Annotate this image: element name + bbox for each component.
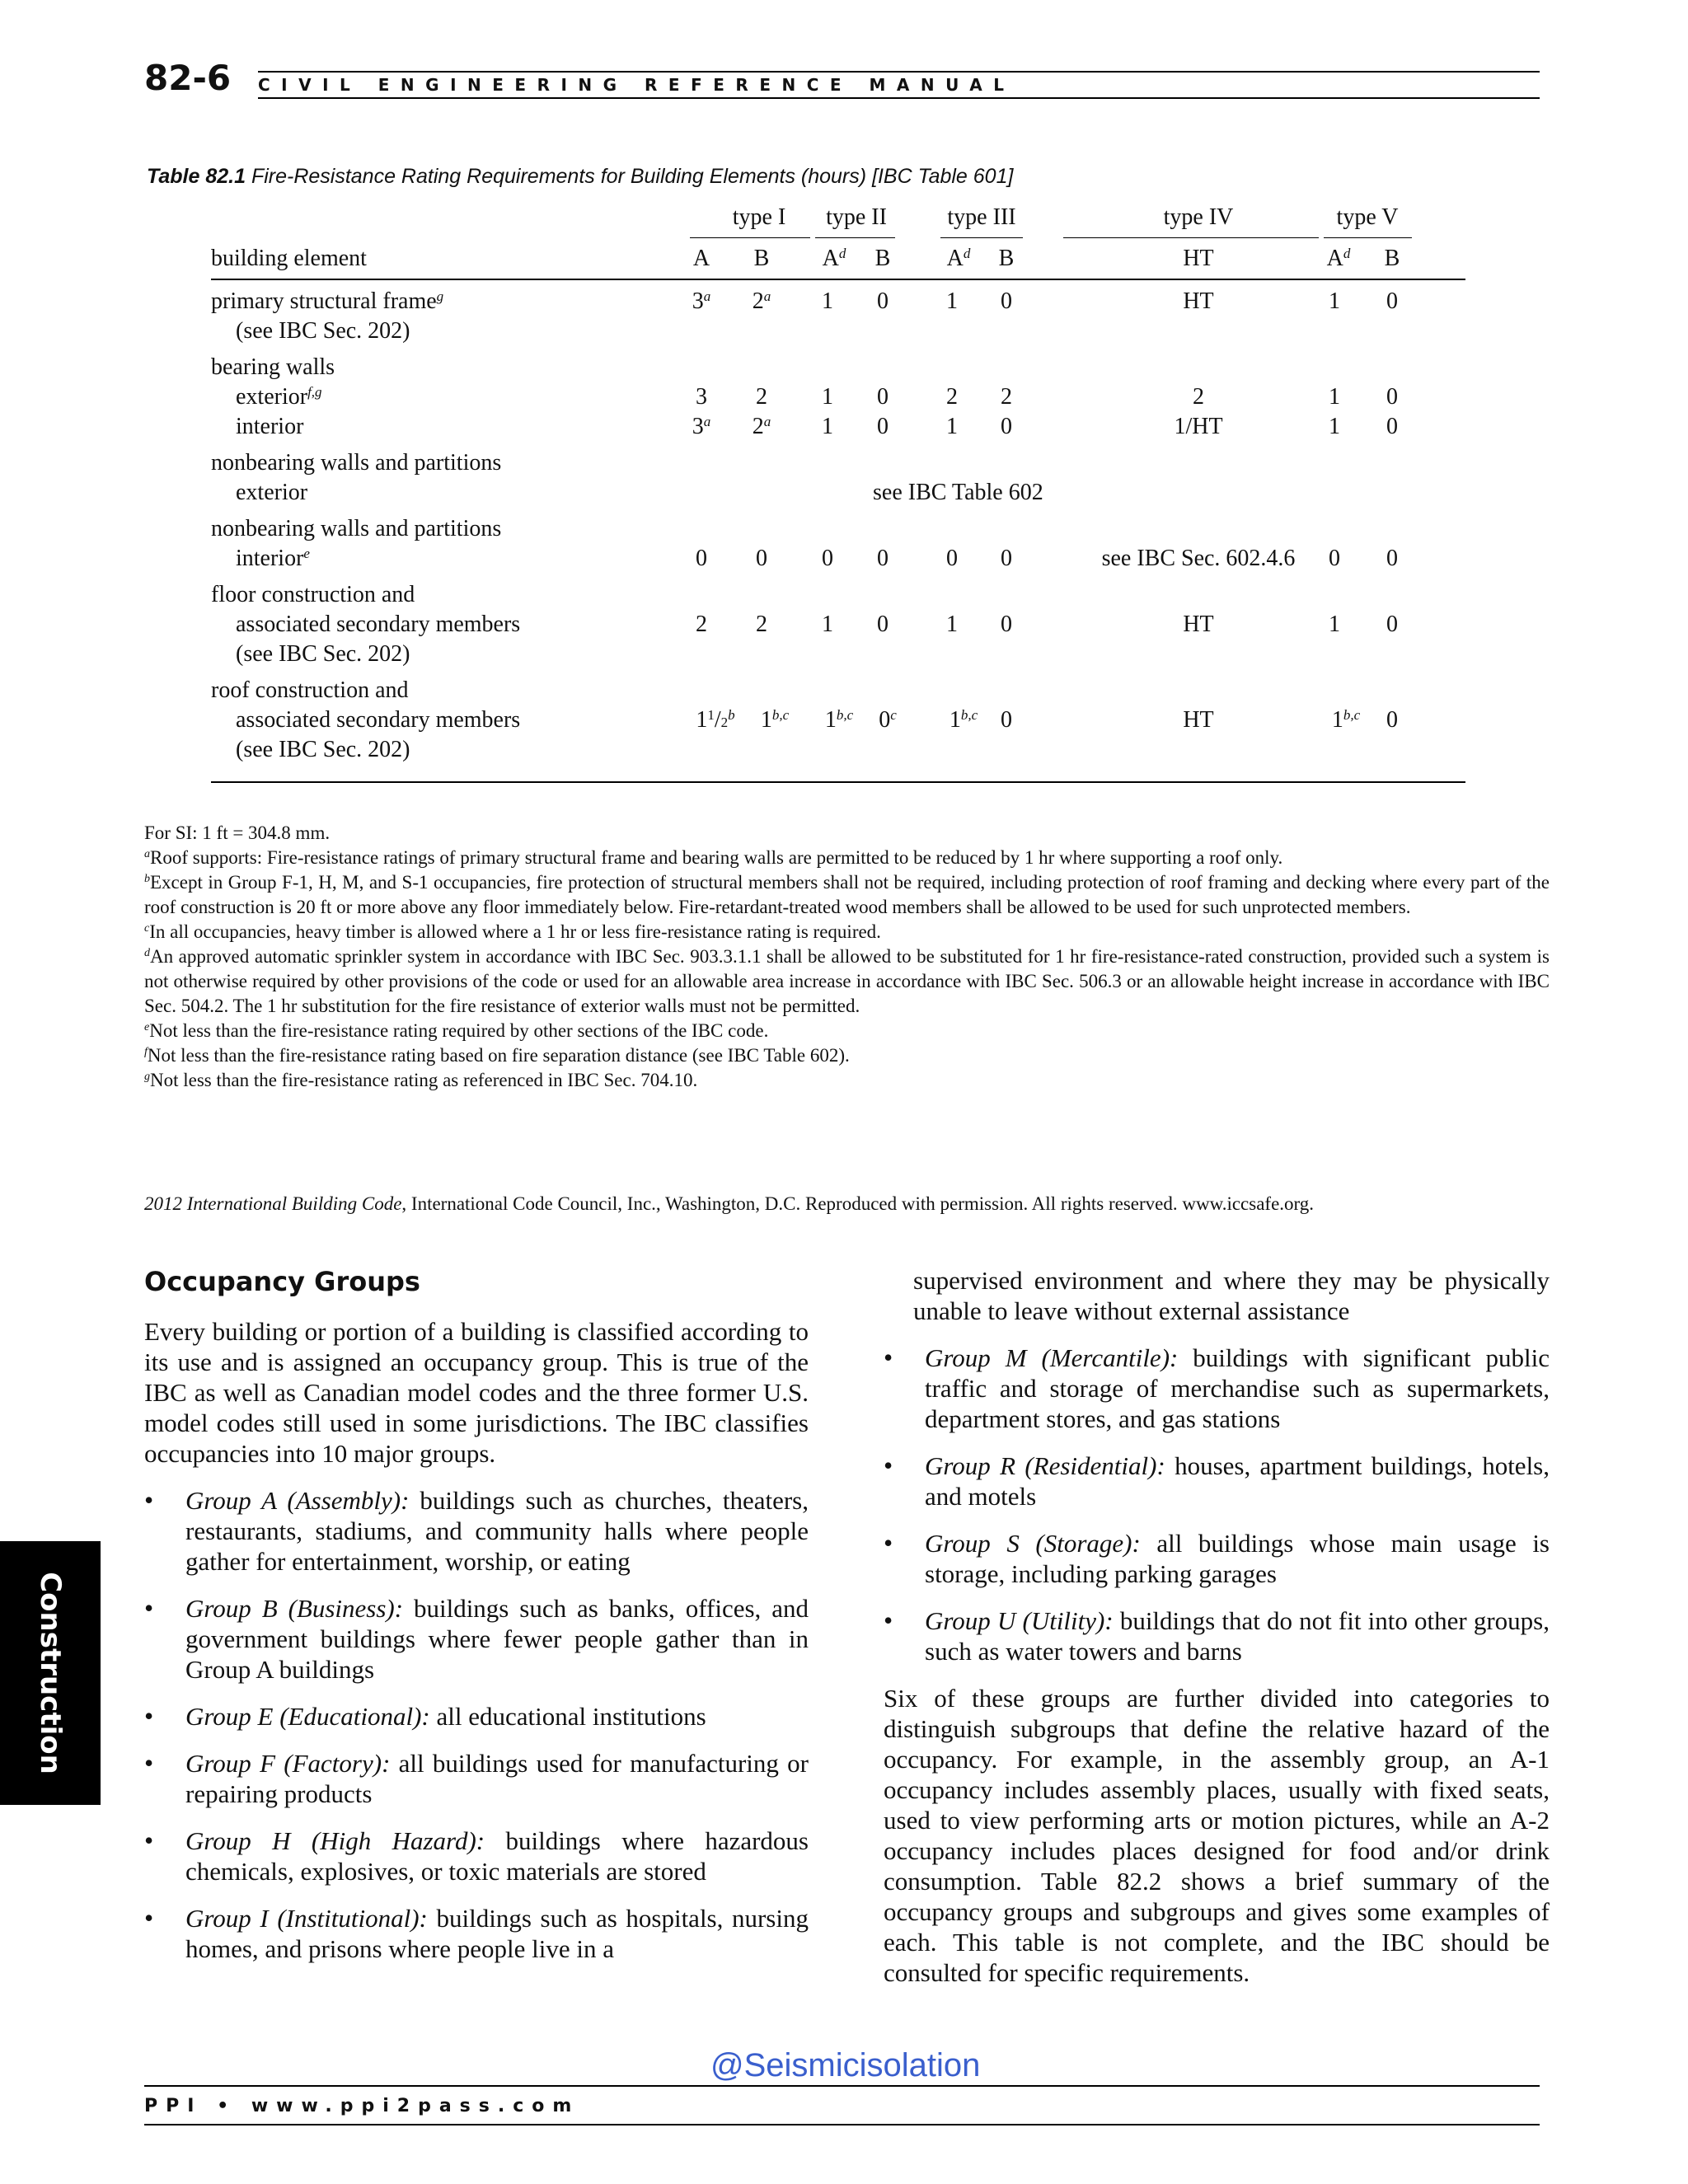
row-label: (see IBC Sec. 202) bbox=[236, 737, 410, 762]
table-cell: 2$^a$ bbox=[752, 414, 771, 439]
table-cell: 1 bbox=[946, 612, 958, 637]
table-cell: 0 bbox=[1386, 384, 1398, 410]
bullet-icon: • bbox=[144, 1701, 154, 1731]
row-label: bearing walls bbox=[211, 354, 335, 380]
table-cell: $1^1/2^b$ bbox=[696, 707, 735, 733]
row-label: nonbearing walls and partitions bbox=[211, 450, 502, 476]
type-header-3: type III bbox=[947, 204, 1016, 230]
row-label: primary structural frame$^g$ bbox=[211, 288, 444, 314]
list-item: • Group F (Factory): all buildings used for manufacturing or repairing products bbox=[144, 1748, 809, 1808]
table-cell: 1 bbox=[822, 414, 833, 439]
table-cell: 1 bbox=[1329, 384, 1340, 410]
type-rule-4 bbox=[1063, 237, 1319, 238]
table-cell: 0 bbox=[1001, 546, 1012, 571]
list-continuation: supervised environment and where they may be physically unable to leave without external assistance bbox=[913, 1266, 1550, 1325]
table-cell: 1 bbox=[1329, 288, 1340, 314]
col-header-element: building element bbox=[211, 246, 367, 271]
table-cell: 1 bbox=[1329, 612, 1340, 637]
row-label: floor construction and bbox=[211, 582, 415, 607]
table-cell: 0 bbox=[1001, 707, 1012, 733]
list-item: • Group H (High Hazard): buildings where hazardous chemicals, explosives, or toxic materials are stored bbox=[144, 1825, 809, 1886]
occupancy-list-right bbox=[884, 1343, 1550, 1666]
table-cell: HT bbox=[1183, 707, 1214, 733]
table-cell: 0 bbox=[1329, 546, 1340, 571]
table-cell: 1$^{b,c}$ bbox=[824, 707, 854, 733]
table-caption bbox=[147, 165, 1013, 189]
row-label: (see IBC Sec. 202) bbox=[236, 641, 410, 667]
bullet-icon: • bbox=[884, 1528, 893, 1558]
intro-paragraph: Every building or portion of a building is classified according to its use and is assigned an occupancy group. This is true of the IBC as well as Canadian model codes and the three former U.S. model codes still used in some jurisdictions. The IBC classifies occupancies into 10 major groups. bbox=[144, 1317, 809, 1468]
table-cell: 0 bbox=[877, 612, 889, 637]
table-cell: 2 bbox=[1193, 384, 1204, 410]
side-tab-label: Construction bbox=[34, 1572, 67, 1774]
list-item: • Group R (Residential): houses, apartment buildings, hotels, and motels bbox=[884, 1451, 1550, 1511]
table-cell: 0 bbox=[877, 384, 889, 410]
table-caption-text: Fire-Resistance Rating Requirements for Building Elements (hours) [IBC Table 601] bbox=[251, 165, 1014, 188]
table-span-note: see IBC Table 602 bbox=[873, 480, 1043, 505]
table-cell: 1$^{b,c}$ bbox=[949, 707, 978, 733]
sub-header: B bbox=[998, 246, 1015, 271]
row-label: roof construction and bbox=[211, 677, 409, 703]
table-cell: 0 bbox=[822, 546, 833, 571]
list-item: • Group E (Educational): all educational institutions bbox=[144, 1701, 706, 1731]
sub-header: A bbox=[692, 246, 710, 271]
sub-header: HT bbox=[1183, 246, 1214, 271]
table-cell: 1 bbox=[1329, 414, 1340, 439]
footnote: $^f$Not less than the fire-resistance rating based on fire separation distance (see IBC Table 602). bbox=[144, 1045, 850, 1066]
table-cell: 1$^{b,c}$ bbox=[1331, 707, 1361, 733]
type-rule-1 bbox=[690, 237, 810, 238]
table-cell: 1 bbox=[822, 612, 833, 637]
footnote: $^c$In all occupancies, heavy timber is allowed where a 1 hr or less fire-resistance rating is required. bbox=[144, 921, 881, 942]
footer-rule-bottom bbox=[144, 2124, 1540, 2125]
footnote: $^d$An approved automatic sprinkler system in accordance with IBC Sec. 903.3.1.1 shall be allowed to be substituted for 1 hr fire-resistance-rated construction, provided such a system is not otherwise required by other provisions of the code or used for an allowable area increase in accordance with IBC Sec. 506.3 or an allowable height increase in accordance with IBC Sec. 504.2. The 1 hr substitution for the fire resistance of exterior walls must not be permitted. bbox=[144, 946, 1550, 1016]
list-item: • Group B (Business): buildings such as banks, offices, and government buildings where fewer people gather than in Group A buildings bbox=[144, 1593, 809, 1684]
running-title: CIVIL ENGINEERING REFERENCE MANUAL bbox=[258, 75, 1015, 95]
row-label: interior$^e$ bbox=[236, 546, 310, 571]
row-label: associated secondary members bbox=[236, 612, 521, 637]
source-credit: 2012 International Building Code, International Code Council, Inc., Washington, D.C. Reproduced with permission. All rights reserved. www.iccsafe.org. bbox=[144, 1193, 1315, 1214]
type-rule-3 bbox=[940, 237, 1023, 238]
table-cell: 2 bbox=[696, 612, 707, 637]
table-cell: 2 bbox=[1001, 384, 1012, 410]
table-cell: 2 bbox=[756, 612, 767, 637]
page-header bbox=[144, 59, 1540, 97]
header-rule-top bbox=[258, 71, 1540, 73]
table-cell: 0 bbox=[877, 288, 889, 314]
table-cell: 1 bbox=[946, 414, 958, 439]
sub-header: $A^d$ bbox=[946, 246, 971, 271]
row-label: interior bbox=[236, 414, 304, 439]
list-item: • Group M (Mercantile): buildings with significant public traffic and storage of merchandise such as supermarkets, department stores, and gas stations bbox=[884, 1343, 1550, 1433]
footnote: For SI: 1 ft = 304.8 mm. bbox=[144, 823, 331, 843]
table-caption-label: Table 82.1 bbox=[147, 165, 246, 188]
table-cell: 2 bbox=[946, 384, 958, 410]
sub-header: B bbox=[1384, 246, 1400, 271]
table-cell: 1 bbox=[946, 288, 958, 314]
row-label: nonbearing walls and partitions bbox=[211, 516, 502, 541]
type-rule-2 bbox=[815, 237, 895, 238]
table-cell: 1$^{b,c}$ bbox=[760, 707, 790, 733]
body-right-column bbox=[884, 1265, 1550, 2004]
table-cell: 3 bbox=[696, 384, 707, 410]
table-cell: 1 bbox=[822, 384, 833, 410]
table-cell: 2$^a$ bbox=[752, 288, 771, 314]
table-cell: 0 bbox=[756, 546, 767, 571]
table-cell: 0 bbox=[696, 546, 707, 571]
bullet-icon: • bbox=[884, 1451, 893, 1480]
list-item: • Group S (Storage): all buildings whose main usage is storage, including parking garages bbox=[884, 1528, 1550, 1588]
sub-header: B bbox=[753, 246, 770, 271]
body-left-column bbox=[144, 1265, 809, 1980]
table-cell: 0 bbox=[1001, 612, 1012, 637]
list-item: • Group I (Institutional): buildings such as hospitals, nursing homes, and prisons where people live in a bbox=[144, 1903, 809, 1963]
footnote: $^a$Roof supports: Fire-resistance ratings of primary structural frame and bearing walls are permitted to be reduced by 1 hr where supporting a roof only. bbox=[144, 847, 1283, 868]
type-header-5: type V bbox=[1336, 204, 1399, 230]
table-cell: 0 bbox=[1386, 612, 1398, 637]
header-rule-bottom bbox=[258, 97, 1540, 99]
table-cell: HT bbox=[1183, 288, 1214, 314]
table-cell: 0 bbox=[1001, 288, 1012, 314]
sub-header: $A^d$ bbox=[822, 246, 846, 271]
table-cell: 3$^a$ bbox=[692, 414, 711, 439]
sub-header: B bbox=[874, 246, 891, 271]
type-header-4: type IV bbox=[1163, 204, 1234, 230]
watermark-text: @Seismicisolation bbox=[710, 2047, 981, 2083]
type-header-1: type I bbox=[732, 204, 786, 230]
table-cell: 0$^c$ bbox=[879, 707, 897, 733]
table-cell: 2 bbox=[756, 384, 767, 410]
table-cell: 0 bbox=[1001, 414, 1012, 439]
bullet-icon: • bbox=[144, 1825, 154, 1855]
table-cell: 0 bbox=[877, 546, 889, 571]
list-item: • Group U (Utility): buildings that do not fit into other groups, such as water towers and barns bbox=[884, 1605, 1550, 1666]
footer-rule-top bbox=[144, 2085, 1540, 2087]
table-cell: 0 bbox=[1386, 707, 1398, 733]
list-item: • Group A (Assembly): buildings such as churches, theaters, restaurants, stadiums, and community halls where people gather for entertainment, worship, or eating bbox=[144, 1485, 809, 1576]
row-label: (see IBC Sec. 202) bbox=[236, 318, 410, 344]
table-cell: 0 bbox=[1386, 414, 1398, 439]
bullet-icon: • bbox=[884, 1605, 893, 1635]
bullet-icon: • bbox=[144, 1903, 154, 1933]
table-cell: 0 bbox=[946, 546, 958, 571]
table-footnotes bbox=[144, 821, 1550, 1093]
table-cell: 0 bbox=[1386, 288, 1398, 314]
footer-text: PPI • www.ppi2pass.com bbox=[144, 2096, 580, 2116]
table-cell: 0 bbox=[877, 414, 889, 439]
type-rule-5 bbox=[1324, 237, 1412, 238]
table-cell: 0 bbox=[1386, 546, 1398, 571]
footnote: $^b$Except in Group F-1, H, M, and S-1 occupancies, fire protection of structural members shall not be required, including protection of roof framing and decking where every part of the roof construction is 20 ft or more above any floor immediately below. Fire-retardant-treated wood members shall be allowed to be used for such unprotected members. bbox=[144, 872, 1550, 917]
section-heading: Occupancy Groups bbox=[144, 1266, 420, 1297]
footnote: $^e$Not less than the fire-resistance rating required by other sections of the IBC code. bbox=[144, 1020, 769, 1041]
table-bottom-rule bbox=[211, 781, 1465, 783]
bullet-icon: • bbox=[144, 1748, 154, 1778]
bullet-icon: • bbox=[884, 1343, 893, 1372]
page-number: 82-6 bbox=[144, 58, 232, 98]
occupancy-list-left bbox=[144, 1485, 809, 1964]
section-side-tab bbox=[0, 1541, 101, 1805]
closing-paragraph: Six of these groups are further divided into categories to distinguish subgroups that define the relative hazard of the occupancy. For example, in the assembly group, an A-1 occupancy includes assembly places, usually with fixed seats, used to view performing arts or motion pictures, while an A-2 occupancy includes places designed for food and/or drink consumption. Table 82.2 shows a brief summary of the occupancy groups and subgroups and gives some examples of each. This table is not complete, and the IBC should be consulted for specific requirements. bbox=[884, 1684, 1550, 1987]
bullet-icon: • bbox=[144, 1485, 154, 1515]
bullet-icon: • bbox=[144, 1593, 154, 1623]
row-label: exterior bbox=[236, 480, 308, 505]
table-header-rule bbox=[211, 279, 1465, 280]
table-cell: 3$^a$ bbox=[692, 288, 711, 314]
table-cell: 1/HT bbox=[1174, 414, 1223, 439]
sub-header: $A^d$ bbox=[1326, 246, 1351, 271]
type-header-2: type II bbox=[826, 204, 887, 230]
table-cell: 1 bbox=[822, 288, 833, 314]
row-label: associated secondary members bbox=[236, 707, 521, 733]
table-cell: see IBC Sec. 602.4.6 bbox=[1101, 546, 1296, 571]
footnote: $^g$Not less than the fire-resistance rating as referenced in IBC Sec. 704.10. bbox=[144, 1070, 698, 1090]
table-cell: HT bbox=[1183, 612, 1214, 637]
row-label: exterior$^{f,g}$ bbox=[236, 384, 322, 410]
